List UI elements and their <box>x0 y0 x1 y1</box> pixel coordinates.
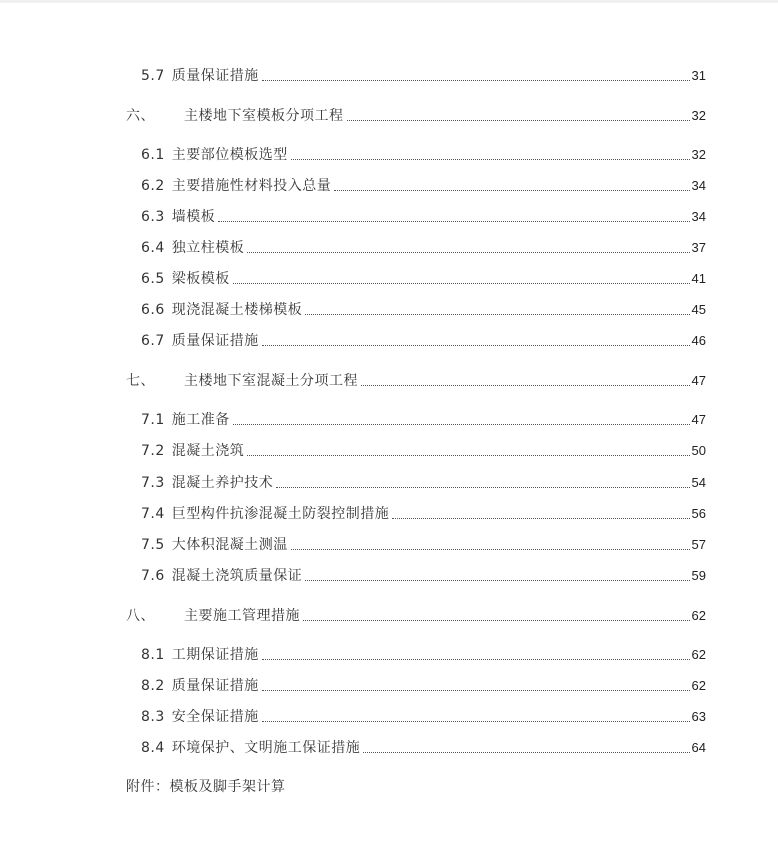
toc-chapter-title: 主楼地下室模板分项工程 <box>184 108 344 124</box>
toc-chapter-8[interactable] <box>126 607 706 625</box>
toc-page-number: 34 <box>691 209 706 224</box>
toc-entry-6-2[interactable] <box>141 177 706 195</box>
toc-page-number: 31 <box>691 68 706 83</box>
toc-entry-number: 6.1 <box>141 147 165 163</box>
toc-entry-title: 巨型构件抗渗混凝土防裂控制措施 <box>171 506 390 522</box>
toc-entry-title: 环境保护、文明施工保证措施 <box>171 740 361 756</box>
toc-entry-number: 6.2 <box>141 178 165 194</box>
toc-entry-6-5[interactable] <box>141 270 706 288</box>
toc-page-number: 62 <box>691 647 706 662</box>
toc-leader-dots <box>247 454 689 456</box>
toc-entry-title: 独立柱模板 <box>171 240 245 256</box>
toc-leader-dots <box>276 486 689 488</box>
toc-entry-title: 质量保证措施 <box>171 333 259 349</box>
toc-entry-8-1[interactable] <box>141 646 706 664</box>
toc-entry-6-7[interactable] <box>141 332 706 350</box>
toc-leader-dots <box>334 189 689 191</box>
toc-appendix[interactable]: 附件：模板及脚手架计算 <box>126 779 286 795</box>
toc-entry-5-7[interactable] <box>141 67 706 85</box>
toc-entry-8-4[interactable] <box>141 739 706 757</box>
toc-chapter-number: 七、 <box>126 373 155 389</box>
toc-entry-7-1[interactable] <box>141 411 706 429</box>
toc-entry-number: 8.1 <box>141 647 165 663</box>
toc-chapter-7[interactable] <box>126 372 706 390</box>
toc-entry-title: 安全保证措施 <box>171 709 259 725</box>
toc-leader-dots <box>305 313 689 315</box>
toc-entry-number: 8.2 <box>141 678 165 694</box>
toc-entry-6-4[interactable] <box>141 239 706 257</box>
toc-leader-dots <box>363 751 689 753</box>
toc-entry-title: 主要部位模板选型 <box>171 147 288 163</box>
toc-page-number: 62 <box>691 608 706 623</box>
toc-entry-7-3[interactable] <box>141 474 706 492</box>
toc-page-number: 47 <box>691 373 706 388</box>
toc-page-number: 64 <box>691 740 706 755</box>
toc-page-number: 46 <box>691 333 706 348</box>
toc-entry-8-2[interactable] <box>141 677 706 695</box>
toc-entry-number: 8.3 <box>141 709 165 725</box>
toc-page-number: 50 <box>691 443 706 458</box>
toc-page-number: 32 <box>691 108 706 123</box>
toc-entry-title: 施工准备 <box>171 412 230 428</box>
toc-leader-dots <box>303 619 690 621</box>
toc-entry-title: 工期保证措施 <box>171 647 259 663</box>
toc-entry-title: 质量保证措施 <box>171 68 259 84</box>
toc-leader-dots <box>262 79 690 81</box>
toc-entry-title: 混凝土浇筑质量保证 <box>171 568 303 584</box>
toc-chapter-number: 八、 <box>126 608 155 624</box>
toc-entry-title: 梁板模板 <box>171 271 230 287</box>
toc-entry-number: 6.3 <box>141 209 165 225</box>
toc-entry-number: 6.6 <box>141 302 165 318</box>
toc-page-number: 56 <box>691 506 706 521</box>
toc-leader-dots <box>291 158 690 160</box>
toc-entry-7-6[interactable] <box>141 567 706 585</box>
toc-entry-6-1[interactable] <box>141 146 706 164</box>
toc-leader-dots <box>233 282 690 284</box>
toc-page-number: 57 <box>691 537 706 552</box>
toc-entry-title: 墙模板 <box>171 209 216 225</box>
toc-page-number: 41 <box>691 271 706 286</box>
toc-page-number: 62 <box>691 678 706 693</box>
toc-page-number: 59 <box>691 568 706 583</box>
toc-page-number: 54 <box>691 475 706 490</box>
toc-entry-number: 7.1 <box>141 412 165 428</box>
toc-leader-dots <box>347 119 690 121</box>
toc-entry-8-3[interactable] <box>141 708 706 726</box>
toc-entry-number: 6.7 <box>141 333 165 349</box>
toc-leader-dots <box>361 384 690 386</box>
toc-leader-dots <box>262 344 690 346</box>
toc-page-number: 47 <box>691 412 706 427</box>
toc-entry-number: 7.5 <box>141 537 165 553</box>
toc-entry-title: 主要措施性材料投入总量 <box>171 178 332 194</box>
toc-page-number: 34 <box>691 178 706 193</box>
toc-entry-number: 6.5 <box>141 271 165 287</box>
toc-leader-dots <box>262 658 690 660</box>
toc-page-number: 63 <box>691 709 706 724</box>
toc-leader-dots <box>233 423 690 425</box>
toc-leader-dots <box>247 251 689 253</box>
toc-chapter-title: 主要施工管理措施 <box>184 608 300 624</box>
toc-entry-number: 7.4 <box>141 506 165 522</box>
toc-entry-6-3[interactable] <box>141 208 706 226</box>
toc-entry-title: 现浇混凝土楼梯模板 <box>171 302 303 318</box>
toc-entry-number: 6.4 <box>141 240 165 256</box>
toc-entry-number: 7.3 <box>141 475 165 491</box>
toc-leader-dots <box>262 689 690 691</box>
toc-page-number: 45 <box>691 302 706 317</box>
toc-leader-dots <box>291 548 690 550</box>
toc-page-number: 32 <box>691 147 706 162</box>
toc-entry-number: 7.2 <box>141 443 165 459</box>
toc-entry-7-4[interactable] <box>141 505 706 523</box>
toc-chapter-title: 主楼地下室混凝土分项工程 <box>184 373 358 389</box>
toc-entry-6-6[interactable] <box>141 301 706 319</box>
toc-entry-title: 质量保证措施 <box>171 678 259 694</box>
toc-leader-dots <box>305 579 689 581</box>
toc-leader-dots <box>218 220 689 222</box>
toc-leader-dots <box>392 517 689 519</box>
toc-entry-number: 7.6 <box>141 568 165 584</box>
toc-chapter-number: 六、 <box>126 108 155 124</box>
toc-entry-7-5[interactable] <box>141 536 706 554</box>
toc-entry-number: 8.4 <box>141 740 165 756</box>
toc-entry-7-2[interactable] <box>141 442 706 460</box>
toc-chapter-6[interactable] <box>126 107 706 125</box>
toc-entry-title: 大体积混凝土测温 <box>171 537 288 553</box>
toc-entry-number: 5.7 <box>141 68 165 84</box>
toc-leader-dots <box>262 720 690 722</box>
toc-entry-title: 混凝土养护技术 <box>171 475 274 491</box>
toc-page-number: 37 <box>691 240 706 255</box>
toc-entry-title: 混凝土浇筑 <box>171 443 245 459</box>
